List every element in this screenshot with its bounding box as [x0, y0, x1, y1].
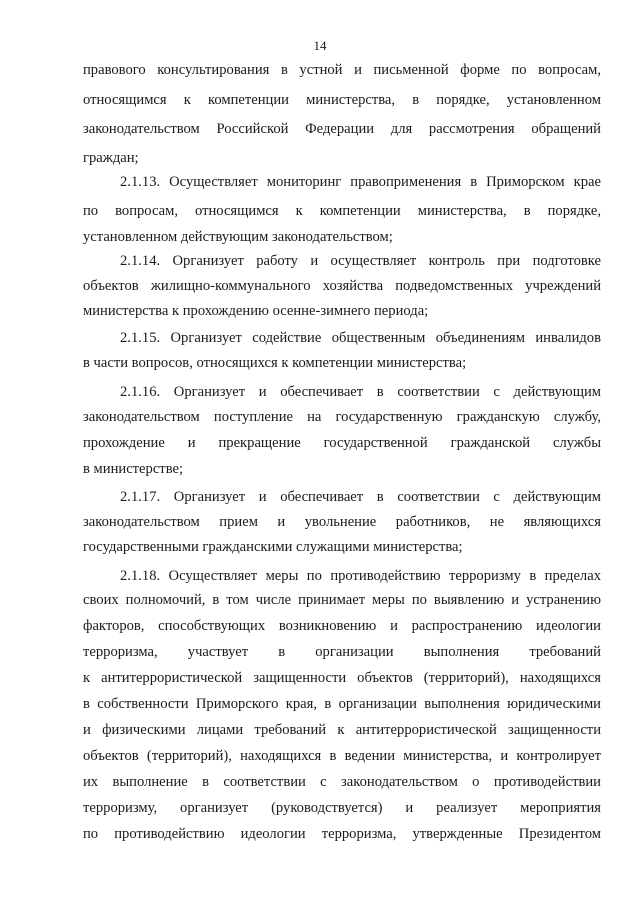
text-line: министерства к прохождению осенне-зимнего периода;	[83, 303, 429, 319]
text-line: терроризму, организует (руководствуется) и реализует мероприятия	[83, 800, 601, 816]
text-line: законодательством прием и увольнение работников, не являющихся	[83, 514, 601, 530]
paragraph-first-line: 2.1.17. Организует и обеспечивает в соответствии с действующим	[120, 489, 601, 505]
text-line: установленном действующим законодательством;	[83, 229, 393, 245]
text-line: объектов жилищно-коммунального хозяйства подведомственных учреждений	[83, 278, 601, 294]
paragraph-first-line: 2.1.18. Осуществляет меры по противодействию терроризму в пределах	[120, 568, 601, 584]
text-line: факторов, способствующих возникновению и распространению идеологии	[83, 618, 601, 634]
text-line: в министерстве;	[83, 461, 184, 477]
text-line: граждан;	[83, 150, 139, 166]
paragraph-first-line: 2.1.13. Осуществляет мониторинг правоприменения в Приморском крае	[120, 174, 601, 190]
page-number: 14	[313, 38, 327, 53]
text-line: законодательством Российской Федерации для рассмотрения обращений	[83, 121, 601, 137]
text-line: прохождение и прекращение государственной гражданской службы	[83, 435, 601, 451]
paragraph-first-line: 2.1.14. Организует работу и осуществляет контроль при подготовке	[120, 253, 601, 269]
text-line: терроризма, участвует в организации выполнения требований	[83, 644, 601, 660]
text-line: своих полномочий, в том числе принимает меры по выявлению и устранению	[83, 592, 601, 608]
text-line: к антитеррористической защищенности объектов (территорий), находящихся	[83, 670, 601, 686]
text-line: в части вопросов, относящихся к компетенции министерства;	[83, 355, 467, 371]
text-line: государственными гражданскими служащими министерства;	[83, 539, 463, 555]
text-line: в собственности Приморского края, в организации выполнения юридическими	[83, 696, 601, 712]
text-line: по противодействию идеологии терроризма, утвержденные Президентом	[83, 826, 601, 842]
text-line: и физическими лицами требований к антитеррористической защищенности	[83, 722, 601, 738]
text-line: правового консультирования в устной и письменной форме по вопросам,	[83, 62, 601, 78]
paragraph-first-line: 2.1.16. Организует и обеспечивает в соответствии с действующим	[120, 384, 601, 400]
text-line: объектов (территорий), находящихся в ведении министерства, и контролирует	[83, 748, 601, 764]
paragraph-first-line: 2.1.15. Организует содействие общественным объединениям инвалидов	[120, 330, 601, 346]
text-line: по вопросам, относящимся к компетенции министерства, в порядке,	[83, 203, 601, 219]
text-line: законодательством поступление на государственную гражданскую службу,	[83, 409, 601, 425]
text-line: их выполнение в соответствии с законодательством о противодействии	[83, 774, 601, 790]
text-line: относящимся к компетенции министерства, в порядке, установленном	[83, 92, 601, 108]
